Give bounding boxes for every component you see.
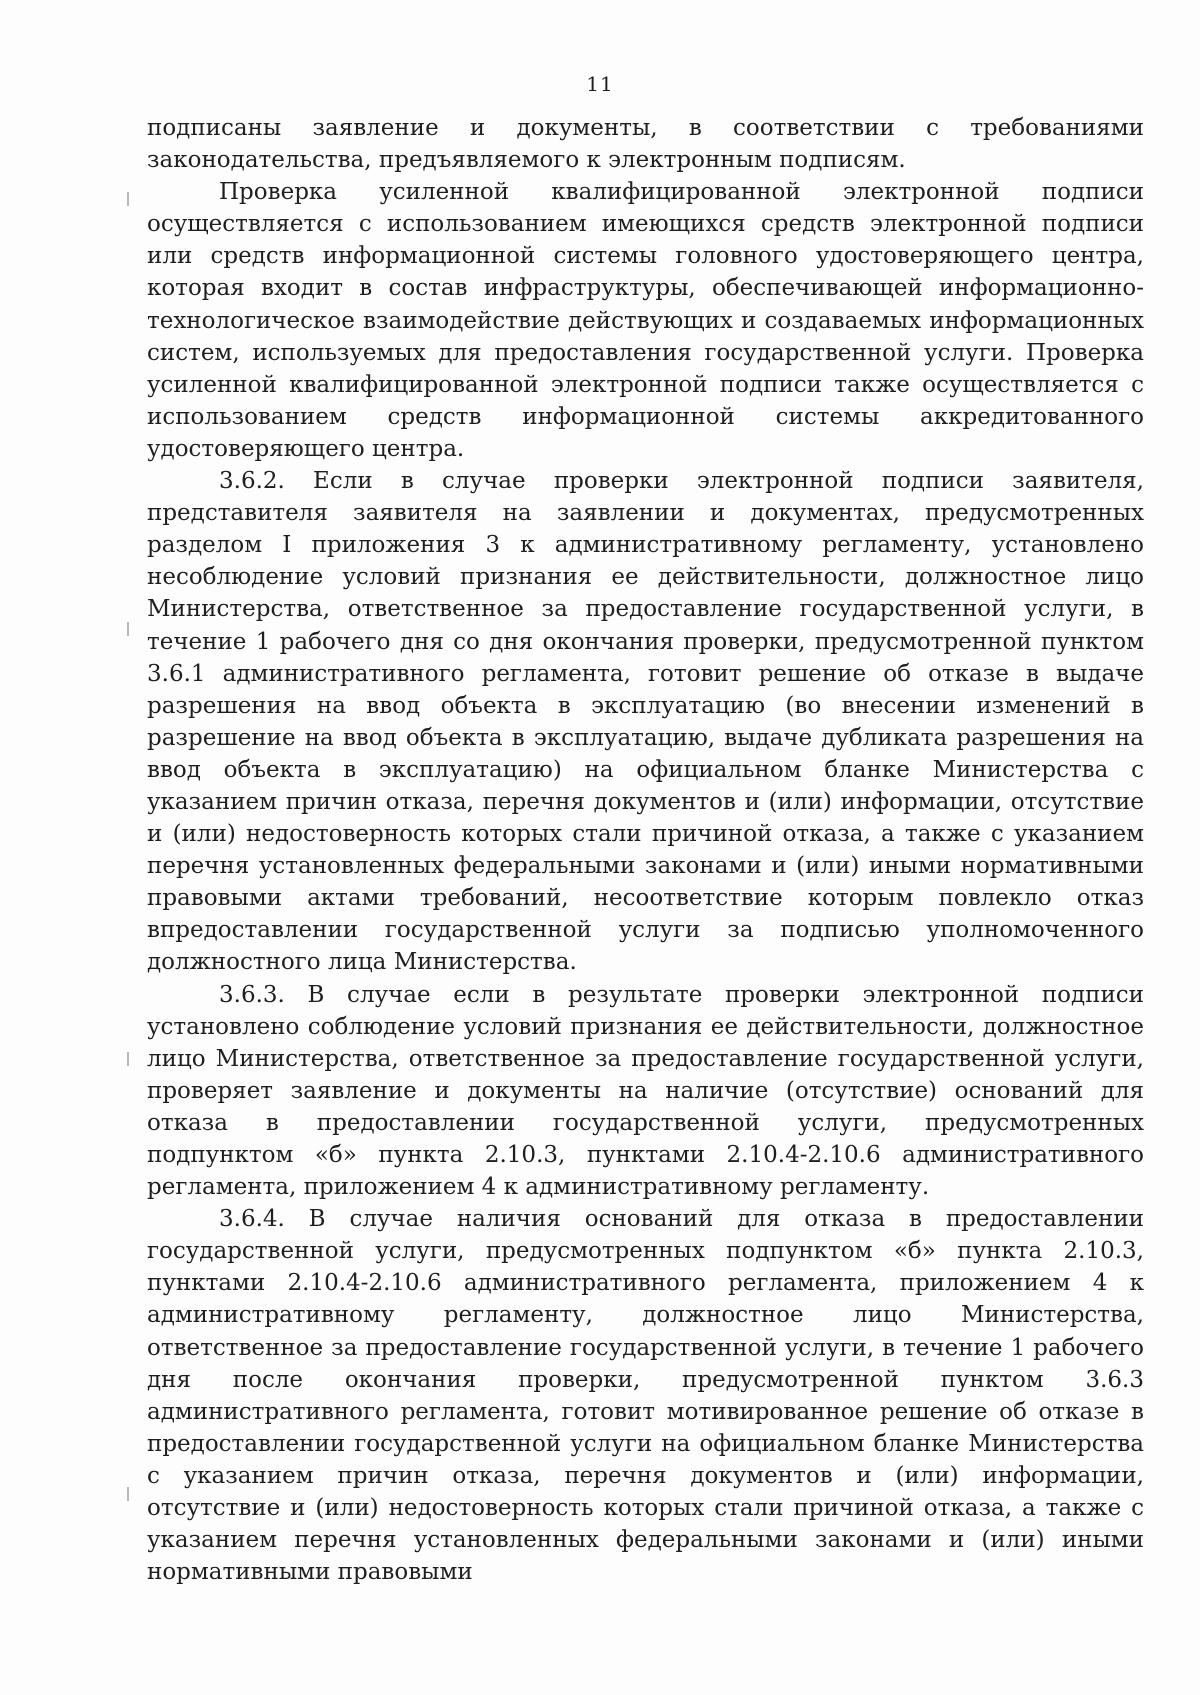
paragraph-3-6-3: 3.6.3. В случае если в результате проверки электронной подписи установлено соблюдение условий признания ее действительности, должностное лицо Министерства, ответственное за предоставление государственной услуги, проверяет заявление и документы на наличие (отсутствие) оснований для отказа в предоставлении государственной услуги, предусмотренных подпунктом «б» пункта 2.10.3, пунктами 2.10.4-2.10.6 административного регламента, приложением 4 к административному регламенту. xyxy=(147,981,1144,1201)
page-number: 11 xyxy=(586,72,614,96)
margin-mark xyxy=(127,192,129,206)
paragraph-signature-verification: Проверка усиленной квалифицированной электронной подписи осуществляется с использованием имеющихся средств электронной подписи или средств информационной системы головного удостоверяющего центра, которая входит в состав инфраструктуры, обеспечивающей информационно-технологическое взаимодействие действующих и создаваемых информационных систем, используемых для предоставления государственной услуги. Проверка усиленной квалифицированной электронной подписи также осуществляется с использованием средств информационной системы аккредитованного удостоверяющего центра. xyxy=(147,179,1144,462)
document-body xyxy=(147,112,1144,1588)
paragraph-3-6-4: 3.6.4. В случае наличия оснований для отказа в предоставлении государственной услуги, предусмотренных подпунктом «б» пункта 2.10.3, пунктами 2.10.4-2.10.6 административного регламента, приложением 4 к административному регламенту, должностное лицо Министерства, ответственное за предоставление государственной услуги, в течение 1 рабочего дня после окончания проверки, предусмотренной пунктом 3.6.3 административного регламента, готовит мотивированное решение об отказе в предоставлении государственной услуги на официальном бланке Министерства с указанием причин отказа, перечня документов и (или) информации, отсутствие и (или) недостоверность которых стали причиной отказа, а также с указанием перечня установленных федеральными законами и (или) иными нормативными правовыми xyxy=(147,1206,1144,1586)
margin-mark xyxy=(127,1052,129,1066)
paragraph-3-6-2: 3.6.2. Если в случае проверки электронной подписи заявителя, представителя заявителя на заявлении и документах, предусмотренных разделом I приложения 3 к административному регламенту, установлено несоблюдение условий признания ее действительности, должностное лицо Министерства, ответственное за предоставление государственной услуги, в течение 1 рабочего дня со дня окончания проверки, предусмотренной пунктом 3.6.1 административного регламента, готовит решение об отказе в выдаче разрешения на ввод объекта в эксплуатацию (во внесении изменений в разрешение на ввод объекта в эксплуатацию, выдаче дубликата разрешения на ввод объекта в эксплуатацию) на официальном бланке Министерства с указанием причин отказа, перечня документов и (или) информации, отсутствие и (или) недостоверность которых стали причиной отказа, а также с указанием перечня установленных федеральными законами и (или) иными нормативными правовыми актами требований, несоответствие которым повлекло отказ впредоставлении государственной услуги за подписью уполномоченного должностного лица Министерства. xyxy=(147,468,1144,976)
margin-mark xyxy=(127,622,129,636)
margin-mark xyxy=(127,1487,129,1501)
paragraph-continuation: подписаны заявление и документы, в соответствии с требованиями законодательства, предъявляемого к электронным подписям. xyxy=(147,115,1144,174)
